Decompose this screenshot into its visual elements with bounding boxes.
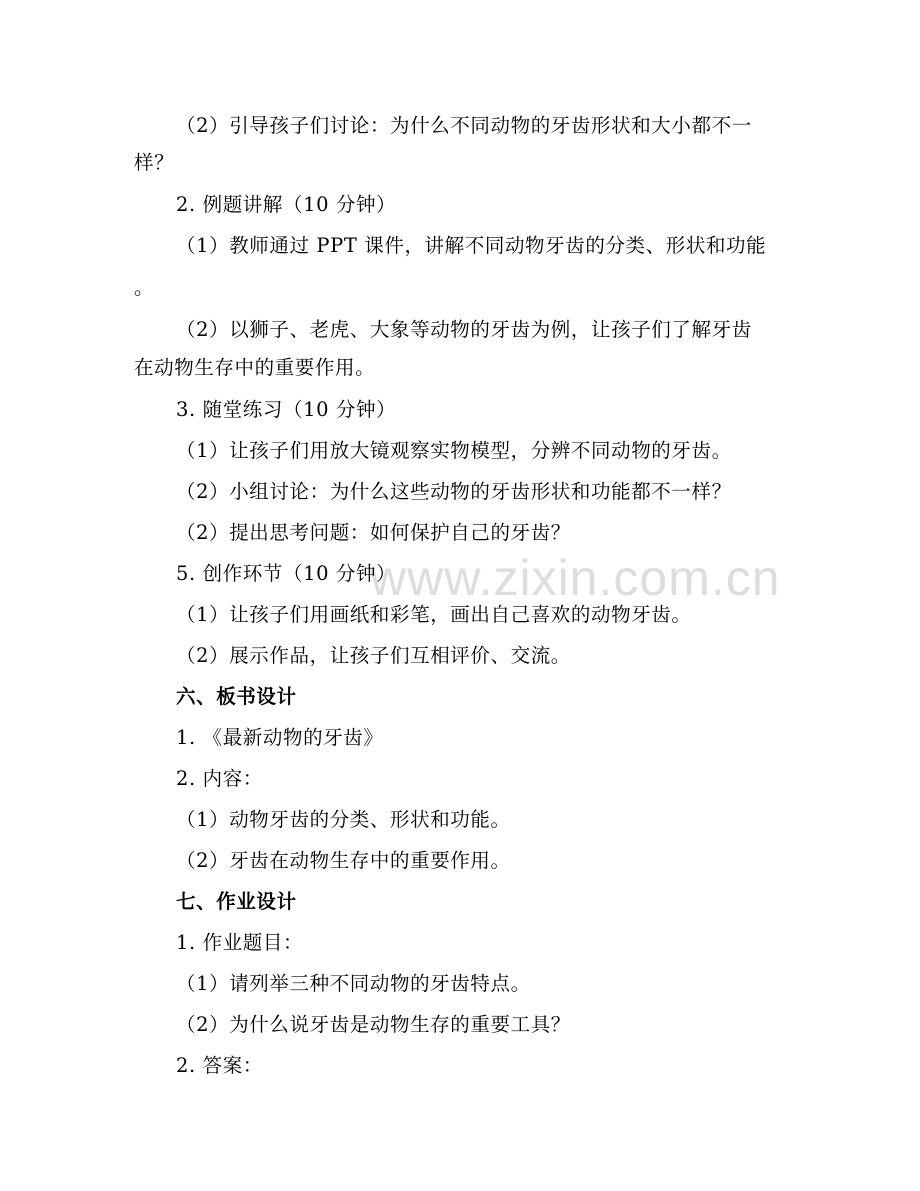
paragraph-line-7: （1）让孩子们用放大镜观察实物模型，分辨不同动物的牙齿。 [176,439,732,462]
paragraph-line-10: （1）让孩子们用画纸和彩笔，画出自己喜欢的动物牙齿。 [176,603,692,626]
section-item-2: 2. 例题讲解（10 分钟） [176,193,397,216]
paragraph-line-9: （2）提出思考问题：如何保护自己的牙齿？ [176,521,571,544]
homework-item-1: 1. 作业题目： [176,931,304,954]
watermark: www.zixin.com.cn [370,550,781,606]
paragraph-line-8: （2）小组讨论：为什么这些动物的牙齿形状和功能都不一样？ [176,480,732,503]
paragraph-line-14: （1）请列举三种不同动物的牙齿特点。 [176,972,531,995]
paragraph-line-4: 。 [134,276,155,299]
paragraph-line-6: 在动物生存中的重要作用。 [134,356,376,379]
paragraph-line-1: （2）引导孩子们讨论：为什么不同动物的牙齿形状和大小都不一 [176,114,752,137]
paragraph-line-15: （2）为什么说牙齿是动物生存的重要工具？ [176,1013,571,1036]
homework-item-2: 2. 答案： [176,1054,263,1077]
paragraph-line-11: （2）展示作品，让孩子们互相评价、交流。 [176,644,571,667]
section-item-3: 3. 随堂练习（10 分钟） [176,398,397,421]
paragraph-line-13: （2）牙齿在动物生存中的重要作用。 [176,849,511,872]
board-item-2: 2. 内容： [176,767,263,790]
paragraph-line-3: （1）教师通过 PPT 课件，讲解不同动物牙齿的分类、形状和功能 [176,234,767,257]
paragraph-line-2: 样？ [134,151,175,174]
board-item-1: 1. 《最新动物的牙齿》 [176,726,384,749]
section-heading-6: 六、板书设计 [176,685,297,708]
paragraph-line-12: （1）动物牙齿的分类、形状和功能。 [176,808,511,831]
section-item-5: 5. 创作环节（10 分钟） [176,562,397,585]
section-heading-7: 七、作业设计 [176,890,297,913]
paragraph-line-5: （2）以狮子、老虎、大象等动物的牙齿为例，让孩子们了解牙齿 [176,318,752,341]
